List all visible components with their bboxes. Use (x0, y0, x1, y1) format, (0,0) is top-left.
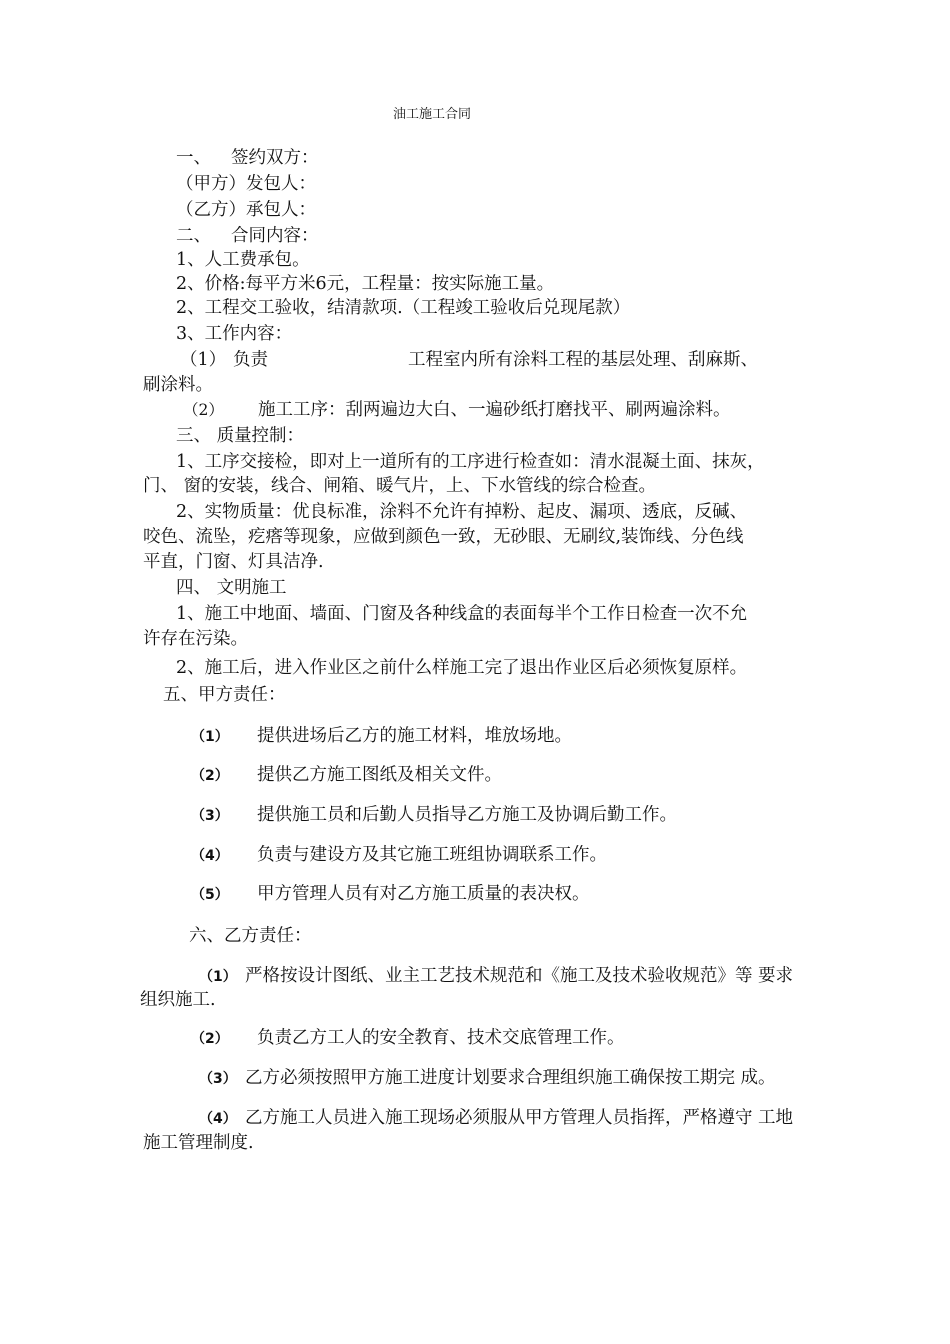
duty-text: 提供进场后乙方的施工材料，堆放场地。 (257, 726, 572, 746)
section-1-heading (176, 146, 319, 170)
party-b-duty-4-cont: 施工管理制度. (143, 1133, 254, 1153)
party-a-duty-3 (191, 803, 677, 828)
section-6-heading: 六、乙方责任： (189, 926, 312, 946)
section-2-title: 合同内容： (231, 226, 319, 246)
section-1-title: 签约双方： (231, 148, 319, 168)
section-2-number: 二、 (176, 226, 211, 246)
section-1-number: 一、 (176, 148, 211, 168)
duty-number: （3） (191, 808, 229, 824)
party-b-duty-1-cont: 组织施工. (140, 990, 216, 1010)
civil-1-line-a: 1、施工中地面、墙面、门窗及各种线盒的表面每半个工作日检查一次不允 (176, 604, 748, 624)
duty-number: （1） (191, 729, 229, 745)
party-a-duty-1 (191, 724, 572, 749)
duty-text: 甲方管理人员有对乙方施工质量的表决权。 (257, 884, 590, 904)
section-5-heading: 五、甲方责任： (163, 685, 286, 705)
civil-2-line: 2、施工后，进入作业区之前什么样施工完了退出作业区后必须恢复原样。 (176, 658, 748, 678)
section-2-heading (176, 224, 319, 248)
civil-1-line-b: 许存在污染。 (143, 629, 248, 649)
duty-text: 负责乙方工人的安全教育、技术交底管理工作。 (257, 1028, 625, 1048)
duty-number: （5） (191, 887, 229, 903)
duty-text: 提供乙方施工图纸及相关文件。 (257, 765, 502, 785)
work-item-2-number: （2） (183, 401, 224, 419)
duty-number: （3） (199, 1071, 237, 1087)
party-b-duty-3 (199, 1066, 776, 1091)
party-a-duty-2 (191, 763, 502, 788)
duty-text: 乙方施工人员进入施工现场必须服从甲方管理人员指挥，严格遵守 工地 (245, 1108, 794, 1128)
document-title: 油工施工合同 (393, 107, 472, 122)
party-a-duty-4 (191, 843, 607, 868)
content-line-2: 2、价格:每平方米6元，工程量：按实际施工量。 (176, 274, 555, 294)
work-item-1-number: （1） (180, 350, 227, 370)
work-item-2-text: 施工工序：刮两遍边大白、一遍砂纸打磨找平、刷两遍涂料。 (258, 400, 731, 420)
quality-1-line-a: 1、工序交接检，即对上一道所有的工序进行检查如：清水混凝土面、抹灰， (176, 452, 765, 472)
work-item-1-cont: 刷涂料。 (143, 375, 213, 395)
work-item-1-text: 工程室内所有涂料工程的基层处理、刮麻斯、 (408, 350, 758, 370)
quality-2-line-c: 平直，门窗、灯具洁净. (143, 552, 324, 572)
party-b-duty-4 (199, 1106, 793, 1131)
party-b-duty-2 (191, 1026, 625, 1051)
content-line-1: 1、人工费承包。 (176, 250, 310, 270)
duty-text: 提供施工员和后勤人员指导乙方施工及协调后勤工作。 (257, 805, 677, 825)
quality-2-line-b: 咬色、流坠，疙瘩等现象，应做到颜色一致，无砂眼、无刷纹,装饰线、分色线 (143, 527, 744, 547)
quality-2-line-a: 2、实物质量：优良标准，涂料不允许有掉粉、起皮、漏项、透底，反碱、 (176, 502, 748, 522)
duty-text: 负责与建设方及其它施工班组协调联系工作。 (257, 845, 607, 865)
party-a-line: （甲方）发包人： (176, 174, 316, 194)
duty-text: 乙方必须按照甲方施工进度计划要求合理组织施工确保按工期完 成。 (245, 1068, 776, 1088)
quality-1-line-b: 门、 窗的安装，线合、闸箱、暖气片，上、下水管线的综合检查。 (143, 476, 657, 496)
content-line-4: 3、工作内容： (176, 324, 293, 344)
party-b-line: （乙方）承包人： (176, 200, 316, 220)
party-a-duty-5 (191, 882, 590, 907)
work-item-1-lead: 负责 (233, 350, 268, 370)
duty-number: （1） (199, 969, 237, 985)
section-4-heading: 四、 文明施工 (176, 578, 287, 598)
duty-number: （2） (191, 1031, 229, 1047)
content-line-3: 2、工程交工验收，结清款项.（工程竣工验收后兑现尾款） (176, 298, 631, 318)
duty-number: （2） (191, 768, 229, 784)
duty-number: （4） (199, 1111, 237, 1127)
section-3-heading: 三、 质量控制： (176, 426, 305, 446)
duty-number: （4） (191, 848, 229, 864)
party-b-duty-1 (199, 964, 793, 989)
duty-text: 严格按设计图纸、业主工艺技术规范和《施工及技术验收规范》等 要求 (245, 966, 794, 986)
